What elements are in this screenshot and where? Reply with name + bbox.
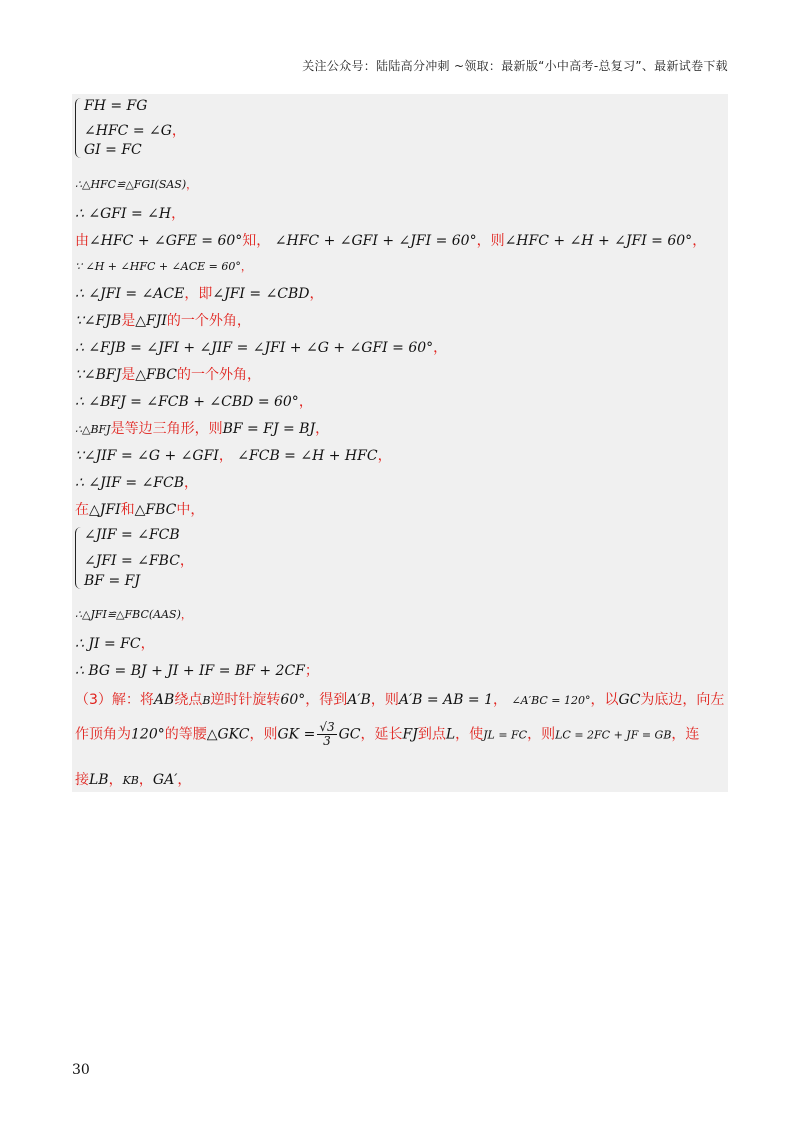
- math: ∠HFC = ∠G: [84, 123, 172, 139]
- punct: ，: [184, 475, 199, 491]
- math: JL = FC: [483, 728, 528, 742]
- math: △FJI: [135, 313, 167, 329]
- text: ，: [309, 286, 324, 302]
- math: △FBC: [135, 367, 178, 383]
- text: ，得到: [305, 692, 348, 708]
- text: ，: [377, 448, 392, 464]
- text: 中，: [176, 502, 205, 518]
- math: ∠A′BC = 120°: [511, 694, 591, 707]
- math: ∵∠FJB: [75, 313, 122, 329]
- text: 是: [121, 367, 136, 383]
- text: ，: [218, 448, 233, 464]
- punct: ，: [171, 206, 186, 222]
- step-jif-fcb-given: [75, 445, 392, 465]
- punct: ，: [171, 123, 186, 139]
- text: 接: [75, 772, 89, 788]
- page-number: 30: [72, 1062, 90, 1078]
- text: ，则: [249, 726, 278, 743]
- math: FJ: [402, 726, 418, 743]
- math: △JFI: [89, 502, 121, 518]
- math: GC: [618, 692, 641, 708]
- text: 作顶角为: [75, 726, 131, 743]
- step-jfi-ace: [75, 283, 324, 303]
- eq-hfc-g: [84, 120, 186, 140]
- text: 是: [121, 313, 136, 329]
- text: 为底边，向左: [640, 692, 725, 708]
- math: ∴ BG = BJ + JI + IF = BF + 2CF: [75, 663, 305, 679]
- text: ，: [177, 772, 192, 788]
- page-header: 关注公众号：陆陆高分冲刺 ~领取：最新版“小中高考-总复习”、最新试卷下载: [302, 59, 728, 73]
- step-fjb-60: [75, 337, 447, 357]
- fraction-numerator: √3: [319, 720, 335, 734]
- math: ∴△BFJ: [75, 423, 111, 436]
- step-jif-fcb: [75, 472, 198, 492]
- brace-system-2: [75, 527, 84, 589]
- math: GA′: [152, 772, 178, 788]
- text: 知，: [242, 233, 271, 249]
- punct: ，: [298, 394, 313, 410]
- punct: ，: [240, 260, 252, 273]
- math: ∴ JI = FC: [75, 636, 141, 652]
- step-ji-fc: [75, 633, 155, 653]
- step-angle-sum: [75, 230, 706, 250]
- math: ∴△JFI≌△FBC(AAS): [75, 608, 181, 621]
- math: ∵∠BFJ: [75, 367, 122, 383]
- eq-bf-fj: [84, 573, 140, 589]
- step-in-triangles: [75, 499, 204, 519]
- text: 逆时针旋转: [210, 692, 281, 708]
- text: ，: [138, 772, 153, 788]
- fraction-denominator: 3: [323, 734, 331, 748]
- step-bfj-60: [75, 391, 313, 411]
- step-given-60: [75, 258, 252, 274]
- text: 的等腰: [164, 726, 207, 743]
- fraction-sqrt3-over-3: [317, 721, 336, 748]
- punct: ，: [179, 553, 194, 569]
- text: 在: [75, 502, 89, 518]
- step-fjb-exterior: [75, 310, 251, 330]
- text: ，则: [476, 233, 505, 249]
- math: ∴ ∠GFI = ∠H: [75, 206, 172, 222]
- step-bg-result: [75, 660, 319, 680]
- math: ∴ ∠BFJ = ∠FCB + ∠CBD = 60°: [75, 394, 299, 410]
- math: △FBC: [134, 502, 177, 518]
- eq-gi-fc: [84, 142, 142, 158]
- punct: ，: [180, 608, 192, 621]
- congruence-aas: [75, 606, 192, 622]
- math: ∴ ∠FJB = ∠JFI + ∠JIF = ∠JFI + ∠G + ∠GFI = 60°: [75, 340, 434, 356]
- math: ∵ ∠H + ∠HFC + ∠ACE = 60°: [75, 260, 241, 273]
- math: L: [445, 726, 456, 743]
- punct: ，: [140, 636, 155, 652]
- text: ，以: [590, 692, 619, 708]
- math: △GKC: [206, 726, 250, 743]
- math: ∠JFI = ∠CBD: [212, 286, 310, 302]
- part3-line2: [75, 721, 699, 748]
- text: ，使: [455, 726, 484, 743]
- math: LB: [89, 772, 109, 788]
- math: KB: [122, 774, 139, 787]
- text: ，连: [671, 726, 700, 743]
- text: ，: [108, 772, 123, 788]
- text: 的一个外角，: [177, 367, 262, 383]
- punct: ，: [433, 340, 448, 356]
- punct: ，: [186, 178, 198, 191]
- text: ，: [315, 421, 330, 437]
- math: A′B: [347, 692, 371, 708]
- math: FH = FG: [84, 98, 148, 114]
- math: A′B = AB = 1: [398, 692, 493, 708]
- math: GC: [338, 726, 361, 743]
- math: 60°: [280, 692, 306, 708]
- congruence-sas: [75, 176, 197, 192]
- eq-jfi-fbc: [84, 550, 194, 570]
- math: ∠FCB = ∠H + HFC: [237, 448, 378, 464]
- text: 绕点: [174, 692, 203, 708]
- text: 的一个外角，: [166, 313, 251, 329]
- eq-fh-fg: [84, 98, 147, 114]
- step-bfj-exterior: [75, 364, 261, 384]
- math: ∴ ∠JIF = ∠FCB: [75, 475, 185, 491]
- math: GI = FC: [84, 142, 142, 158]
- text: ，: [492, 692, 507, 708]
- math: 120°: [131, 726, 165, 743]
- brace-system-1: [75, 98, 84, 158]
- text: ，即: [184, 286, 213, 302]
- math: ∴ ∠JFI = ∠ACE: [75, 286, 185, 302]
- math: ∠HFC + ∠GFI + ∠JFI = 60°: [274, 233, 477, 249]
- math: ∵∠JIF = ∠G + ∠GFI: [75, 448, 219, 464]
- math: ∠HFC + ∠GFE = 60°: [89, 233, 243, 249]
- text: （3）解：将: [75, 692, 154, 708]
- part3-line3: [75, 769, 191, 789]
- eq-jif-fcb: [84, 527, 180, 543]
- text: 到点: [417, 726, 446, 743]
- solution-block: [72, 94, 728, 792]
- step-gfi-h: [75, 203, 185, 223]
- math: BF = FJ: [84, 573, 140, 589]
- math: LC = 2FC + JF = GB: [555, 728, 672, 742]
- text: 是等边三角形，则: [110, 421, 223, 437]
- math: BF = FJ = BJ: [222, 421, 316, 437]
- text: ，: [692, 233, 707, 249]
- math: ∴△HFC≌△FGI(SAS): [75, 178, 187, 191]
- step-equilateral: [75, 418, 329, 438]
- text: ，则: [527, 726, 556, 743]
- math: ∠JIF = ∠FCB: [84, 527, 180, 543]
- math: AB: [153, 692, 175, 708]
- text: 和: [120, 502, 135, 518]
- text: ，则: [370, 692, 399, 708]
- math: GK =: [277, 726, 316, 743]
- text: 由: [75, 233, 89, 249]
- part3-line1: [75, 689, 724, 709]
- math: ∠JFI = ∠FBC: [84, 553, 180, 569]
- math: ∠HFC + ∠H + ∠JFI = 60°: [504, 233, 693, 249]
- text: ，延长: [360, 726, 403, 743]
- math: B: [202, 694, 211, 707]
- punct: ；: [304, 663, 319, 679]
